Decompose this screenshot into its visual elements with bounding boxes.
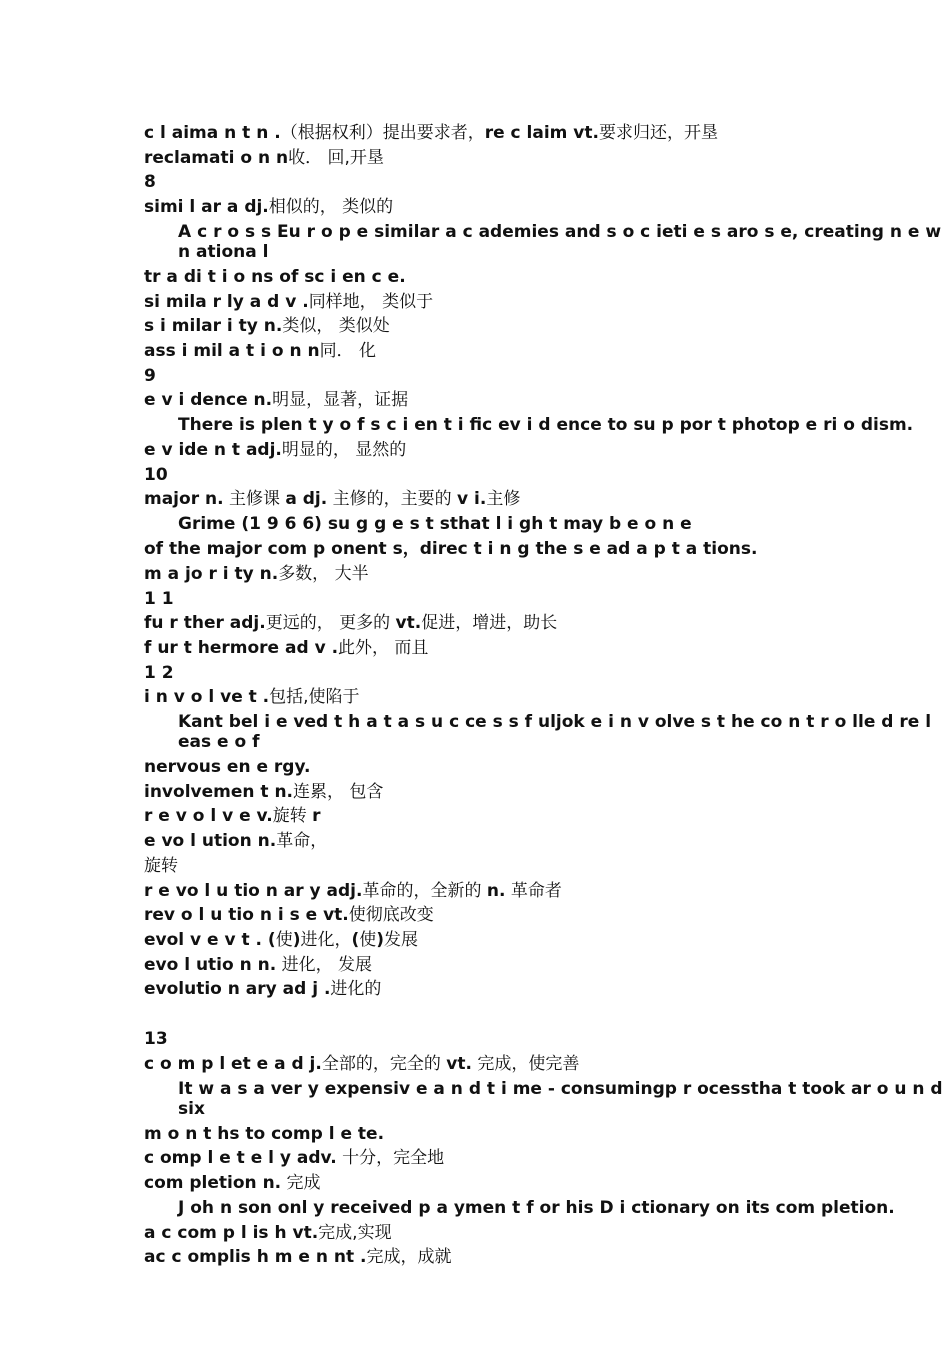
english-text: si mila r ly a d v .	[144, 291, 309, 312]
english-text: c omp l e t e l y adv.	[144, 1148, 337, 1169]
english-text: r e vo l u tio n ar y adj.	[144, 880, 363, 901]
english-text: a c com p l is h vt.	[144, 1222, 319, 1243]
chinese-definition: 类似， 类似处	[282, 316, 390, 337]
english-text: r	[312, 806, 321, 827]
chinese-definition: 十分，完全地	[336, 1148, 445, 1169]
chinese-definition: 使	[275, 929, 293, 950]
english-text: )	[376, 929, 385, 950]
entry-number	[144, 463, 944, 488]
english-text: evo l utio n n.	[144, 954, 277, 975]
entry-number	[144, 661, 944, 686]
vocab-entry	[144, 611, 944, 636]
vocab-entry	[144, 388, 944, 413]
english-text: e v i dence n.	[144, 390, 273, 411]
english-text: )	[292, 929, 301, 950]
english-text: ac c omplis h m e n nt .	[144, 1247, 367, 1268]
vocab-entry	[144, 903, 944, 928]
english-text: v i.	[457, 489, 487, 510]
vocab-entry	[144, 829, 944, 854]
vocab-entry	[144, 562, 944, 587]
english-text: s i milar i ty n.	[144, 316, 283, 337]
vocab-entry	[144, 1171, 944, 1196]
chinese-definition: 同． 化	[319, 340, 376, 361]
english-text: re c laim vt.	[484, 123, 599, 143]
chinese-definition: 旋转	[144, 855, 178, 876]
english-text: 9	[144, 365, 156, 386]
entry-number	[144, 364, 944, 389]
vocab-entry	[144, 636, 944, 661]
english-text: It w a s a ver y expensiv e a n d t i me - consumingp r ocesstha t took ar o u n d six	[178, 1078, 943, 1119]
english-text: of the major com p onent s，direc t i n g the s e ad a p t a tions.	[144, 539, 758, 560]
english-text: evolutio n ary ad j .	[144, 979, 331, 1000]
vocab-entry	[144, 780, 944, 805]
chinese-definition: 革命的，全新的	[362, 880, 487, 901]
vocab-entry	[144, 1221, 944, 1246]
chinese-definition: 多数， 大半	[278, 563, 369, 584]
entry-number	[144, 587, 944, 612]
vocab-entry	[144, 314, 944, 339]
chinese-definition: 明显的， 显然的	[281, 440, 407, 461]
english-text: Kant bel i e ved t h a t a s u c ce s s f uljok e i n v olve s t he co n t r o lle d re l eas e o f	[178, 712, 932, 753]
english-text: r e v o l v e v.	[144, 806, 273, 827]
chinese-definition: 使	[359, 929, 377, 950]
english-text: major n.	[144, 489, 224, 510]
example-sentence	[144, 712, 944, 752]
english-text: m a jo r i ty n.	[144, 563, 279, 584]
english-text: 8	[144, 172, 156, 193]
chinese-definition: 旋转	[272, 806, 313, 827]
chinese-definition: 完成	[281, 1172, 321, 1193]
chinese-definition: 相似的， 类似的	[268, 197, 394, 218]
english-text: vt.	[395, 613, 422, 634]
chinese-definition: 更远的， 更多的	[265, 613, 396, 634]
english-text: fu r ther adj.	[144, 613, 266, 634]
english-text: tr a di t i o ns of sc i en c e.	[144, 266, 406, 287]
vocab-entry	[144, 953, 944, 978]
chinese-definition: 主修	[486, 489, 521, 510]
chinese-definition: 全部的，完全的	[321, 1053, 447, 1074]
english-text: f ur t hermore ad v .	[144, 637, 339, 658]
chinese-definition: 促进，增进，助长	[421, 613, 558, 634]
vocab-entry	[144, 339, 944, 364]
entry-number	[144, 1027, 944, 1052]
english-text: nervous en e rgy.	[144, 757, 311, 778]
english-text: ass i mil a t i o n n	[144, 340, 320, 361]
vocab-entry	[144, 146, 944, 171]
chinese-definition: 连累， 包含	[293, 781, 384, 802]
english-text: i n v o l ve t .	[144, 687, 270, 708]
english-text: reclamati o n n	[144, 147, 289, 168]
example-sentence	[144, 514, 944, 534]
english-text: vt.	[446, 1053, 472, 1074]
chinese-definition: 主修的，主要的	[327, 489, 458, 510]
document-body	[144, 121, 944, 1270]
english-text: simi l ar a dj.	[144, 197, 269, 218]
chinese-definition: 明显，显著，证据	[272, 390, 409, 411]
vocab-entry	[144, 755, 944, 780]
vocab-entry	[144, 1052, 944, 1077]
chinese-definition: （根据权利）提出要求者，	[280, 123, 485, 143]
chinese-definition: 进化，	[300, 929, 352, 950]
english-text: J oh n son onl y received p a ymen t f or his D i ctionary on its com pletion.	[178, 1197, 895, 1218]
english-text: 1 1	[144, 588, 174, 609]
blank-line	[144, 1002, 944, 1027]
english-text: e vo l ution n.	[144, 831, 277, 852]
vocab-entry	[144, 879, 944, 904]
example-sentence	[144, 415, 944, 435]
english-text: n.	[486, 880, 506, 901]
vocab-entry	[144, 1146, 944, 1171]
chinese-definition: 进化， 发展	[276, 954, 373, 975]
vocab-entry	[144, 1245, 944, 1270]
vocab-entry	[144, 977, 944, 1002]
english-text: 13	[144, 1029, 168, 1050]
english-text: evol v e v t . (	[144, 929, 276, 950]
chinese-definition: 进化的	[330, 979, 382, 1000]
english-text: Grime (1 9 6 6) su g g e s t sthat l i gh t may b e o n e	[178, 514, 692, 535]
chinese-definition: 包括,使陷于	[269, 687, 360, 708]
english-text: e v ide n t adj.	[144, 440, 282, 461]
chinese-definition: 革命，	[276, 831, 328, 852]
vocab-entry	[144, 537, 944, 562]
vocab-entry	[144, 290, 944, 315]
chinese-definition: 同样地， 类似于	[308, 291, 434, 312]
english-text: 10	[144, 464, 168, 485]
vocab-entry	[144, 487, 944, 512]
chinese-definition: 完成,实现	[318, 1222, 392, 1243]
english-text: There is plen t y o f s c i en t i fic ev i d ence to su p por t photop e ri o dism.	[178, 415, 914, 436]
example-sentence	[144, 1198, 944, 1218]
english-text: involvemen t n.	[144, 781, 293, 802]
english-text: a dj.	[285, 489, 328, 510]
vocab-entry	[144, 121, 944, 146]
vocab-entry	[144, 685, 944, 710]
english-text: rev o l u tio n i s e vt.	[144, 905, 349, 926]
entry-number	[144, 170, 944, 195]
english-text: (	[351, 929, 360, 950]
chinese-definition: 革命者	[505, 880, 562, 901]
example-sentence	[144, 1079, 944, 1119]
english-text: 1 2	[144, 662, 174, 683]
chinese-definition: 收． 回,开垦	[288, 147, 384, 168]
vocab-entry	[144, 438, 944, 463]
vocab-entry	[144, 1122, 944, 1147]
vocab-entry	[144, 195, 944, 220]
english-text: c o m p l et e a d j.	[144, 1053, 322, 1074]
chinese-definition: 使彻底改变	[348, 905, 434, 926]
vocab-entry	[144, 804, 944, 829]
vocab-entry	[144, 265, 944, 290]
example-sentence	[144, 222, 944, 262]
vocab-entry	[144, 928, 944, 953]
english-text: A c r o s s Eu r o p e similar a c ademies and s o c ieti e s aro s e, creating n e w n ationa l	[178, 221, 942, 262]
chinese-definition: 发展	[384, 929, 419, 950]
chinese-definition: 完成，使完善	[471, 1053, 580, 1074]
english-text: m o n t hs to comp l e te.	[144, 1123, 385, 1144]
chinese-definition: 完成，成就	[366, 1247, 452, 1268]
definition-continuation	[144, 854, 944, 879]
chinese-definition: 此外， 而且	[338, 637, 429, 658]
chinese-definition: 要求归还，开垦	[598, 123, 718, 143]
chinese-definition: 主修课	[223, 489, 286, 510]
english-text: c l aima n t n .	[144, 123, 281, 143]
english-text: com pletion n.	[144, 1172, 282, 1193]
